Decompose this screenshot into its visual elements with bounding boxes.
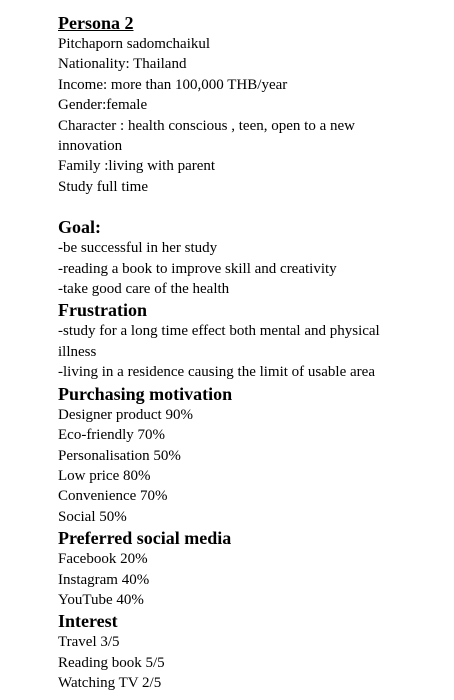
persona-title: Persona 2 [58, 13, 134, 33]
frustration-list [58, 321, 434, 382]
social-media-item: Facebook 20% [58, 551, 148, 568]
persona-nationality: Nationality: Thailand [58, 56, 187, 73]
interest-heading: Interest [58, 611, 118, 632]
social-media-item: Instagram 40% [58, 571, 150, 588]
persona-character-cont: innovation [58, 138, 123, 155]
persona-family: Family :living with parent [58, 158, 216, 175]
goal-item: -take good care of the health [58, 281, 230, 298]
persona-gender: Gender:female [58, 97, 148, 114]
persona-study: Study full time [58, 178, 148, 195]
frustration-item: -living in a residence causing the limit of usable area [58, 364, 375, 381]
persona-character: Character : health conscious , teen, open to a new [58, 117, 355, 134]
motivation-item: Eco-friendly 70% [58, 427, 166, 444]
persona-details [58, 34, 434, 197]
interest-item: Watching TV 2/5 [58, 675, 162, 692]
social-media-item: YouTube 40% [58, 591, 144, 608]
interest-item: Reading book 5/5 [58, 654, 165, 671]
motivation-item: Designer product 90% [58, 406, 193, 423]
motivation-item: Social 50% [58, 508, 127, 525]
frustration-item: -study for a long time effect both mental and physical [58, 323, 380, 340]
persona-income: Income: more than 100,000 THB/year [58, 76, 288, 93]
persona-name: Pitchaporn sadomchaikul [58, 36, 211, 52]
section-spacer [58, 197, 434, 216]
social-media-list [58, 549, 434, 610]
interest-item: Travel 3/5 [58, 634, 120, 651]
goal-heading: Goal: [58, 217, 101, 238]
motivation-item: Low price 80% [58, 467, 151, 484]
frustration-item: illness [58, 343, 97, 360]
goal-item: -be successful in her study [58, 240, 218, 257]
motivation-item: Personalisation 50% [58, 447, 181, 464]
goal-item: -reading a book to improve skill and creativity [58, 260, 337, 277]
goal-list [58, 238, 434, 299]
social-media-heading: Preferred social media [58, 528, 232, 549]
purchasing-motivation-heading: Purchasing motivation [58, 383, 233, 404]
interest-list [58, 632, 434, 693]
frustration-heading: Frustration [58, 300, 147, 321]
motivation-item: Convenience 70% [58, 488, 168, 505]
purchasing-motivation-list [58, 405, 434, 527]
